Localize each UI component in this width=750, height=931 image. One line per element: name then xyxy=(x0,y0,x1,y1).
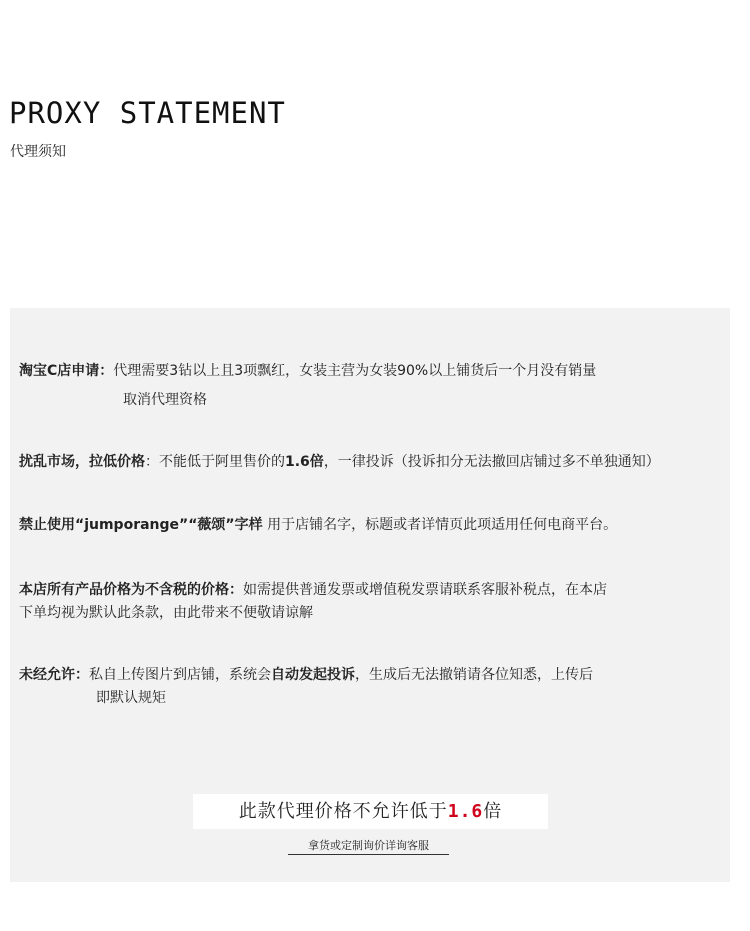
contact-service-link[interactable]: 拿货或定制询价详询客服 xyxy=(288,838,449,855)
rule-tax-label: 本店所有产品价格为不含税的价格： xyxy=(19,582,243,598)
rule-price-value: 1.6倍 xyxy=(285,454,324,470)
rule-taobao-text: 代理需要3钻以上且3项飘红，女装主营为女装90%以上铺货后一个月没有销量 xyxy=(113,363,597,379)
rule-tax-text: 如需提供普通发票或增值税发票请联系客服补税点，在本店 xyxy=(243,582,607,598)
rule-taobao-line1 xyxy=(19,360,596,383)
rule-authorization-bold: 自动发起投诉 xyxy=(271,667,355,683)
rule-brand xyxy=(19,514,617,537)
price-notice-value: 1.6 xyxy=(447,801,484,822)
rule-price-post: ，一律投诉（投诉扣分无法撤回店铺过多不单独通知） xyxy=(323,454,660,470)
page-subtitle: 代理须知 xyxy=(10,144,66,160)
rule-brand-label: 禁止使用“jumporange”“薇颂”字样 xyxy=(19,517,263,533)
rule-authorization-label: 未经允许： xyxy=(19,667,89,683)
rule-price-colon: ： xyxy=(145,454,159,470)
rule-tax-line2: 下单均视为默认此条款，由此带来不便敬请谅解 xyxy=(19,605,313,621)
price-notice-box xyxy=(193,794,548,829)
rule-authorization-post: ，生成后无法撤销请各位知悉，上传后 xyxy=(355,667,593,683)
rule-authorization-line1 xyxy=(19,664,593,687)
rule-authorization-line2: 即默认规矩 xyxy=(96,690,166,706)
rule-price-pre: 不能低于阿里售价的 xyxy=(159,454,285,470)
rule-price xyxy=(19,451,660,474)
rule-price-label: 扰乱市场，拉低价格 xyxy=(19,454,145,470)
rule-brand-text: 用于店铺名字，标题或者详情页此项适用任何电商平台。 xyxy=(262,517,618,533)
rule-taobao-label: 淘宝C店申请： xyxy=(19,363,114,379)
price-notice-post: 倍 xyxy=(483,801,503,822)
page-title: PROXY STATEMENT xyxy=(9,96,286,130)
rule-taobao-line2: 取消代理资格 xyxy=(123,392,207,408)
price-notice-pre: 此款代理价格不允许低于 xyxy=(238,801,448,822)
rule-tax-line1 xyxy=(19,579,607,602)
rule-authorization-pre: 私自上传图片到店铺，系统会 xyxy=(89,667,271,683)
